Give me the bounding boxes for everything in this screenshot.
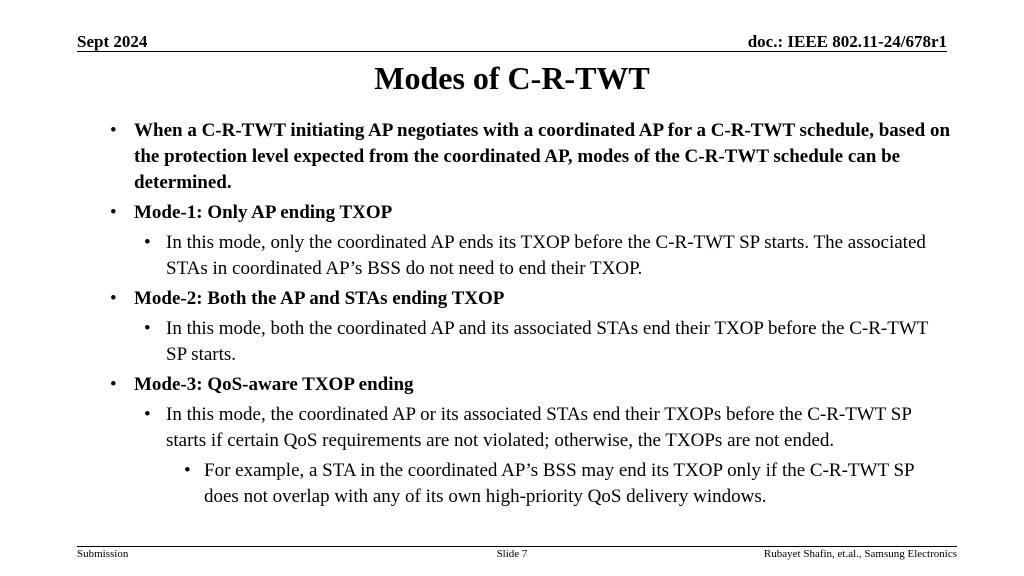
bullet-text: Mode-2: Both the AP and STAs ending TXOP — [134, 288, 505, 309]
bullet-text: In this mode, both the coordinated AP and its associated STAs end their TXOP before the C-R-TWT SP starts. — [166, 318, 929, 365]
bullet-mark: • — [184, 460, 191, 481]
sub-sub-bullet-mode3-example — [110, 458, 950, 510]
bullet-text: In this mode, only the coordinated AP ends its TXOP before the C-R-TWT SP starts. The associated STAs in coordinated AP’s BSS do not need to end their TXOP. — [166, 232, 926, 279]
header-date: Sept 2024 — [77, 32, 148, 51]
bullet-text: Mode-3: QoS-aware TXOP ending — [134, 374, 414, 395]
sub-bullet-mode2-detail — [110, 316, 950, 368]
slide-content — [110, 118, 950, 510]
bullet-mark: • — [144, 318, 151, 339]
header-divider — [77, 51, 947, 52]
sub-bullet-mode3-detail — [110, 402, 950, 454]
bullet-mode3 — [110, 372, 950, 398]
bullet-text: For example, a STA in the coordinated AP’s BSS may end its TXOP only if the C-R-TWT SP does not overlap with any of its own high-priority QoS delivery windows. — [204, 460, 914, 507]
bullet-text: When a C-R-TWT initiating AP negotiates with a coordinated AP for a C-R-TWT schedule, based on the protection level expected from the coordinated AP, modes of the C-R-TWT schedule can be determined. — [134, 120, 951, 193]
bullet-text: Mode-1: Only AP ending TXOP — [134, 202, 393, 223]
bullet-mark: • — [110, 374, 117, 395]
bullet-mark: • — [110, 120, 117, 141]
bullet-mark: • — [144, 404, 151, 425]
slide-title: Modes of C-R-TWT — [374, 60, 650, 96]
footer-submission: Submission — [77, 548, 129, 560]
header-doc-id: doc.: IEEE 802.11-24/678r1 — [747, 32, 947, 51]
footer-slide-number: Slide 7 — [496, 548, 528, 560]
bullet-mark: • — [144, 232, 151, 253]
footer-authors: Rubayet Shafin, et.al., Samsung Electronics — [763, 548, 957, 560]
bullet-mark: • — [110, 288, 117, 309]
bullet-mode1 — [110, 200, 950, 226]
bullet-mark: • — [110, 202, 117, 223]
bullet-mode2 — [110, 286, 950, 312]
bullet-intro — [110, 118, 950, 196]
bullet-text: In this mode, the coordinated AP or its associated STAs end their TXOPs before the C-R-TWT SP starts if certain QoS requirements are not violated; otherwise, the TXOPs are not ended. — [166, 404, 912, 451]
footer-divider — [77, 546, 957, 547]
sub-bullet-mode1-detail — [110, 230, 950, 282]
